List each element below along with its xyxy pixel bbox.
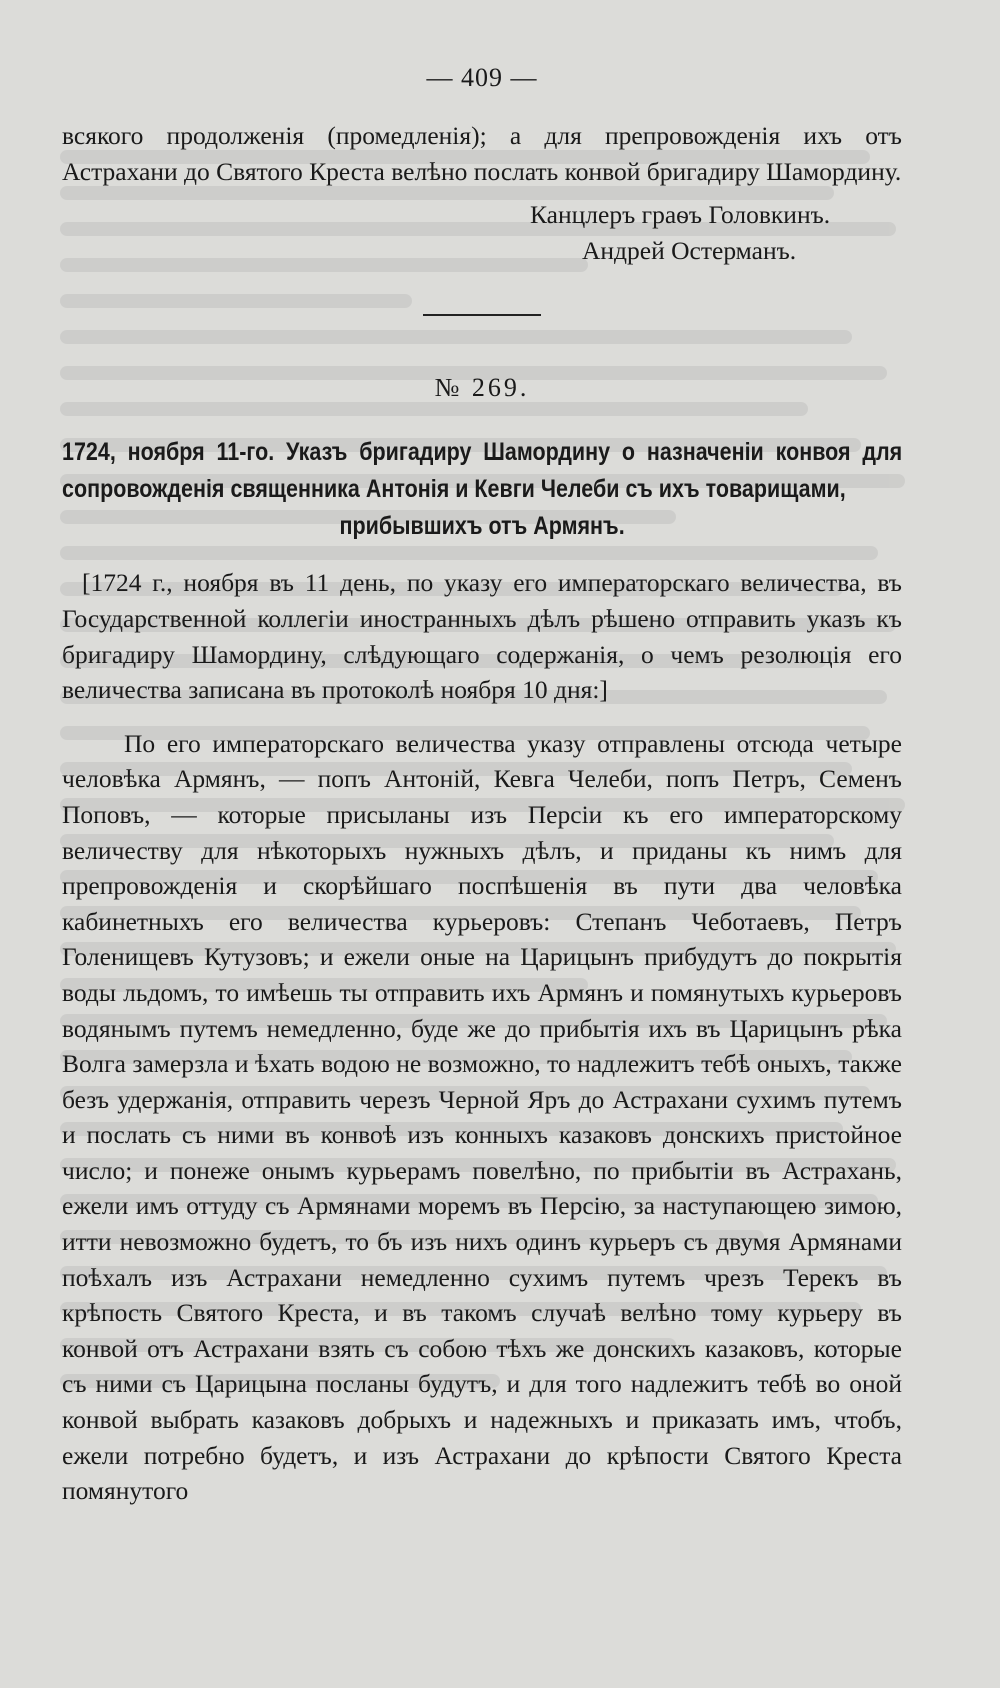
document-heading bbox=[62, 434, 902, 545]
document-number: № 269. bbox=[434, 373, 530, 403]
signature-osterman: Андрей Остерманъ. bbox=[582, 235, 797, 265]
document-heading-last-line: прибывшихъ отъ Армянъ. bbox=[339, 512, 625, 541]
main-text-paragraph: По его императорскаго величества указу отправлены отсюда четыре человѣка Армянъ, — попъ Антоній, Кевга Челеби, попъ Петръ, Семенъ Поповъ, — которые присыланы изъ Персіи къ его императорскому величеству для нѣкоторыхъ нужныхъ дѣлъ, и приданы къ нимъ для препровожденія и скорѣйшаго поспѣшенія въ пути два человѣка кабинетныхъ его величества курьеровъ: Степанъ Чеботаевъ, Петръ Голенищевъ Кутузовъ; и ежели оные на Царицынъ прибудутъ до покрытія воды льдомъ, то имѣешь ты отправить ихъ Армянъ и помянутыхъ курьеровъ водянымъ путемъ немедленно, буде же до прибытія ихъ въ Царицынъ рѣка Волга замерзла и ѣхать водою не возможно, то надлежитъ тебѣ оныхъ, также безъ удержанія, отправить черезъ Черной Яръ до Астрахани сухимъ путемъ и послать съ ними въ конвоѣ изъ конныхъ казаковъ донскихъ пристойное число; и понеже онымъ курьерамъ повелѣно, по прибытіи въ Астрахань, ежели имъ оттуду съ Армянами моремъ въ Персію, за наступающею зимою, итти невозможно будетъ, то бъ изъ нихъ одинъ курьеръ съ двумя Армянами поѣхалъ изъ Астрахани немедленно сухимъ путемъ чрезъ Терекъ въ крѣпость Святого Креста, и въ такомъ случаѣ велѣно тому курьеру въ конвой отъ Астрахани взять съ собою тѣхъ же донскихъ казаковъ, которые съ ними съ Царицына посланы будутъ, и для того надлежитъ тебѣ во оной конвой выбрать казаковъ добрыхъ и надежныхъ и приказать имъ, чтобъ, ежели потребно будетъ, и изъ Астрахани до крѣпости Святого Креста помянутого bbox=[62, 728, 902, 1506]
page-content bbox=[62, 58, 902, 1509]
editorial-note: [1724 г., ноября въ 11 день, по указу его императорскаго величества, въ Государственной коллегіи иностранныхъ дѣлъ рѣшено отправить указъ къ бригадиру Шамордину, слѣдующаго содержанія, о чемъ резолюція его величества записана въ протоколѣ ноября 10 дня:] bbox=[62, 568, 902, 705]
continuation-paragraph: всякого продолженія (промедленія); а для препровожденія ихъ отъ Астрахани до Святого Креста велѣно послать конвой бригадиру Шамордину. bbox=[62, 121, 902, 186]
page-number: — 409 — bbox=[426, 63, 538, 92]
document-heading-main: 1724, ноября 11-го. Указъ бригадиру Шамордину о назначеніи конвоя для сопровожденія священника Антонія и Кевги Челеби съ ихъ товарищами, bbox=[62, 438, 903, 504]
section-divider bbox=[423, 314, 541, 316]
signature-chancellor: Канцлеръ граѳъ Головкинъ. bbox=[530, 200, 831, 230]
signature-block bbox=[62, 197, 902, 268]
